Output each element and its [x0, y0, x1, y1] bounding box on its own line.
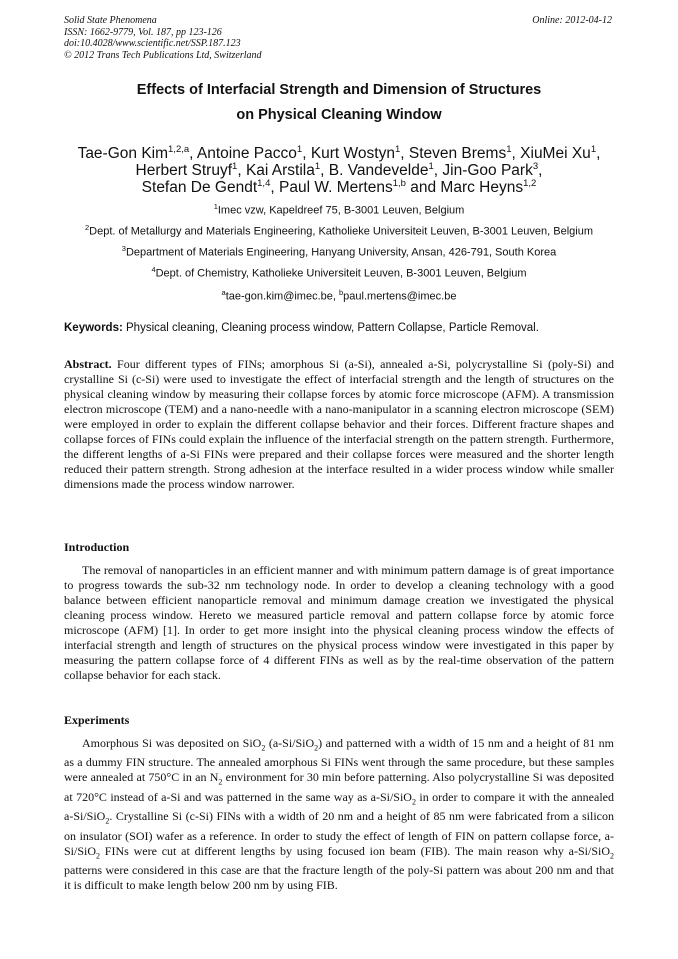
keywords-text: Physical cleaning, Cleaning process window, Pattern Collapse, Particle Removal. [126, 322, 539, 334]
affiliation-text: Dept. of Metallurgy and Materials Engineering, Katholieke Universiteit Leuven, B-3001 Leuven, Belgium [89, 225, 593, 238]
affiliation-text: Department of Materials Engineering, Hanyang University, Ansan, 426-791, South Korea [125, 246, 557, 259]
author-name: Kurt Wostyn [310, 145, 395, 163]
text-run: ) and patterned with a width of 15 nm and a height of 81 nm as a dummy FIN structure. The annealed amorphous Si FINs went through the same procedure, but these samples were annealed at 750°C in an N [64, 736, 615, 785]
author-sup: 1,2 [523, 178, 537, 189]
text-run: patterns were considered in this case are that the fracture length of the poly-Si pattern was about 200 nm and that it is difficult to make length below 200 nm by using FIB. [64, 862, 614, 892]
authors-line-3: Stefan De Gendt$^{1,4}$, Paul W. Mertens$^{1,b}$ and Marc Heyns$^{1,2}$ [141, 178, 537, 197]
email-sup: b [339, 288, 344, 297]
author-sup: 3 [532, 161, 539, 172]
subscript: 2 [218, 777, 223, 787]
authors-line-1: Tae-Gon Kim$^{1,2,a}$, Antoine Pacco$^1$, Kurt Wostyn$^1$, Steven Brems$^1$, XiuMei Xu$^1$, [77, 144, 601, 163]
subscript: 2 [105, 816, 110, 826]
affiliation-text: Imec vzw, Kapeldreef 75, B-3001 Leuven, Belgium [217, 204, 465, 217]
journal-name: Solid State Phenomena [64, 15, 157, 26]
author-sup: 1 [394, 144, 401, 155]
author-sup: 1 [232, 161, 238, 172]
title-line-2: on Physical Cleaning Window [236, 107, 442, 123]
emails: $^a$tae-gon.kim@imec.be, $^b$paul.mertens@imec.be [221, 288, 457, 303]
journal-copyright: © 2012 Trans Tech Publications Ltd, Switzerland [64, 49, 262, 61]
text-run: in order to compare it with the annealed a-Si/SiO [64, 789, 614, 824]
abstract-label: Abstract. [64, 357, 112, 371]
author-sup: 1 [506, 144, 512, 155]
abstract-text: Four different types of FINs; amorphous Si (a-Si), annealed a-Si, polycrystalline Si (poly-Si) and crystalline Si (c-Si) were used to investigate the effect of interfacial strength and the length of structures on the physical cleaning window by measuring their collapse forces by atomic force microscope (AFM). A transmission electron microscope (TEM) and a nano-needle with a nano-manipulator in a scanning electron microscope (SEM) were employed in order to explain the different collapse behavior and their forces. Different fracture shapes and collapse forces of FINs could explain the influence of the interfacial strength on the pattern strength. Furthermore, the different lengths of a-Si FINs were prepared and their collapse forces were measured and the shorter length reduced their pattern strength. Strong adhesion at the interface resulted in a wider process window while smaller dimensions made the process window narrower. [64, 357, 615, 491]
author-name: Tae-Gon Kim [77, 145, 169, 163]
author-name: Steven Brems [408, 145, 507, 163]
authors-line-2: Herbert Struyf$^1$, Kai Arstila$^1$, B. Vandevelde$^1$, Jin-Goo Park$^3$, [135, 161, 543, 180]
journal-doi: doi:10.4028/www.scientific.net/SSP.187.123 [64, 38, 241, 49]
affiliation-sup: 3 [121, 244, 126, 253]
journal-issn: ISSN: 1662-9779, Vol. 187, pp 123-126 [64, 26, 222, 38]
text-run: FINs were cut at different lengths by using focused ion beam (FIB). The main reason why a-Si/SiO [100, 843, 610, 858]
author-sup: 1,4 [257, 178, 271, 189]
title-line-1: Effects of Interfacial Strength and Dimension of Structures [136, 82, 542, 98]
affiliation [50, 265, 628, 280]
online-date: Online: 2012-04-12 [532, 15, 612, 26]
affiliation-sup: 4 [151, 265, 156, 274]
email-link[interactable]: tae-gon.kim@imec.be [225, 290, 333, 303]
affiliation [50, 223, 628, 238]
affiliation-text: Dept. of Chemistry, Katholieke Universiteit Leuven, B-3001 Leuven, Belgium [155, 267, 527, 280]
author-name: Herbert Struyf [135, 162, 233, 180]
email-link[interactable]: paul.mertens@imec.be [343, 290, 457, 303]
affiliation [50, 202, 628, 217]
author-sup: 1 [428, 161, 434, 172]
affiliation [50, 244, 628, 259]
author-sup: 1,b [392, 178, 406, 189]
text-run: environment for 30 min before patterning. Also polycrystalline Si was deposited at 720°C instead of a-Si and was patterned in the same way as a-Si/SiO [64, 770, 614, 804]
introduction-text: The removal of nanoparticles in an efficient manner and with minimum pattern damage is of great importance to progress towards the sub-32 nm technology node. In order to develop a cleaning technology with a good balance between efficient nanoparticle removal and minimum damage creation we investigated the physical cleaning process window. Hereto we measured particle removal and pattern collapse force by atomic force microscope (AFM) [1]. In order to get more insight into the physical cleaning process window the effects of interfacial strength and length of structures on the physical process window were investigated in this paper by measuring the pattern collapse force of 4 different FINs as well as by the real-time observation of the pattern collapse behavior for each stack. [64, 563, 614, 682]
author-sup: 1 [590, 144, 597, 155]
subscript: 2 [96, 850, 101, 860]
keywords [64, 322, 616, 334]
author-name: Marc Heyns [440, 179, 524, 197]
author-name: Jin-Goo Park [442, 162, 533, 180]
journal-info [64, 15, 262, 61]
section-heading-introduction: Introduction [64, 540, 130, 554]
subscript: 2 [314, 743, 319, 753]
author-sup: 1,2,a [168, 144, 190, 155]
email-sup: a [221, 288, 226, 297]
keywords-label: Keywords: [64, 322, 123, 334]
text-run: (a-Si/SiO [265, 736, 315, 750]
author-name: XiuMei Xu [520, 145, 591, 163]
author-name: B. Vandevelde [328, 162, 429, 180]
author-name: Paul W. Mertens [278, 179, 393, 197]
author-name: Stefan De Gendt [141, 179, 258, 197]
subscript: 2 [610, 850, 614, 860]
author-connector: and [410, 179, 437, 197]
subscript: 2 [261, 743, 266, 753]
author-name: Antoine Pacco [196, 145, 297, 163]
author-name: Kai Arstila [245, 162, 315, 180]
abstract [64, 357, 614, 492]
section-heading-experiments: Experiments [64, 713, 130, 727]
author-sup: 1 [314, 161, 321, 172]
author-sup: 1 [296, 144, 303, 155]
affiliation-sup: 1 [213, 202, 218, 211]
experiments-text [64, 736, 614, 893]
text-run: . Crystalline Si (c-Si) FINs with a width of 20 nm and a height of 85 nm were fabricated from a silicon on insulator (SOI) wafer as a reference. In order to study the effect of length of FIN on pattern collapse force, a-Si/SiO [64, 809, 614, 858]
text-run: Amorphous Si was deposited on SiO [82, 736, 262, 750]
subscript: 2 [411, 797, 416, 807]
affiliation-sup: 2 [84, 223, 90, 232]
